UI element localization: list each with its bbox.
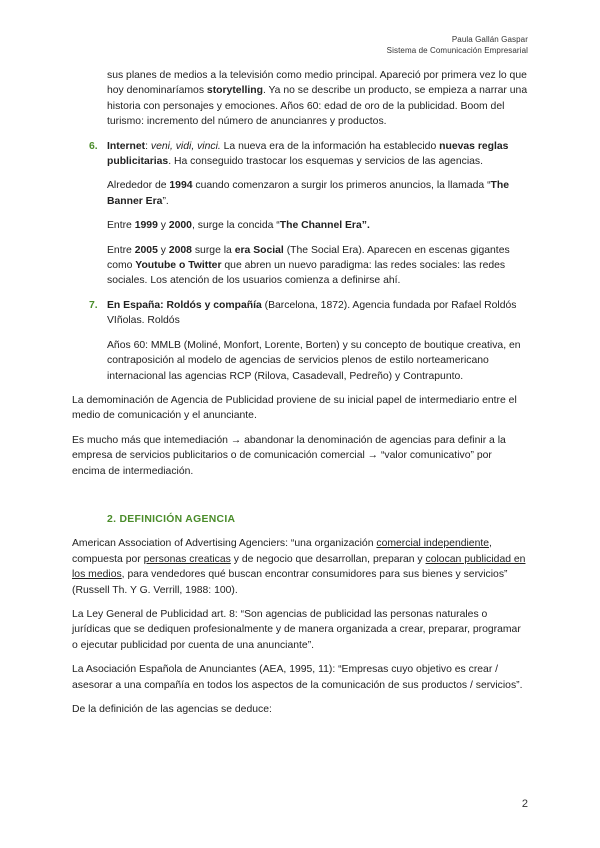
definition-aea: La Asociación Española de Anunciantes (AEA, 1995, 11): “Empresas cuyo objetivo es crear / asesorar a una compañía en todos los aspectos de la comunicación de sus productos / servicios”. [72,664,523,691]
paragraph-block1: sus planes de medios a la televisión como medio principal. Apareció por primera vez lo que hoy denominaríamos storytelling. Ya no se describe un producto, se empieza a narrar una historia con personajes y emociones. Años 60: edad de oro de la publicidad. Boom del turismo: incremento del número de anuncianres y productos. [107,70,528,128]
definition-deduce: De la definición de las agencias se deduce: [72,704,272,715]
page-header [387,34,528,56]
page-number: 2 [521,798,528,810]
item7-detail: Años 60: MMLB (Moliné, Monfort, Lorente, Borten) y su concepto de boutique creativa, en contraposición al modelo de agencias de servicios plenos de estilo norteamericano internacional las agencias RCP (Rilova, Casadevall, Pedreño) y Contrapunto. [107,339,521,382]
page-body [72,68,528,717]
definition-aaaa: American Association of Advertising Agenciers: “una organización comercial independiente, compuesta por personas creaticas y de negocio que desarrollan, preparan y colocan publicidad en los medios, para vendedores qué buscan encontrar consumidores para sus bienes y servicios” (Russell Th. Y G. Verrill, 1988: 100). [72,538,526,596]
item6-banner-era: Alrededor de 1994 cuando comenzaron a surgir los primeros anuncios, la llamada “The Banner Era”. [107,180,510,207]
paragraph-intermediacion: Es mucho más que intemediación → abandonar la denominación de agencias para definir a la empresa de servicios publicitarios o de comunicación comercial → “valor comunicativo” por encima de intermediación. [72,434,506,477]
list-number: 6. [89,140,98,152]
header-author: Paula Gallán Gaspar [451,35,528,44]
header-subject: Sistema de Comunicación Empresarial [386,46,528,55]
paragraph-denominacion: La demominación de Agencia de Publicidad proviene de su inicial papel de intermediario entre el medio de comunicación y el anunciante. [72,394,517,422]
list-item-6 [89,139,528,289]
item6-main: Internet: veni, vidi, vinci. La nueva era de la información ha establecido nuevas reglas publicitarias. Ha conseguido trastocar los esquemas y servicios de las agencias. [107,140,509,168]
item6-social-era: Entre 2005 y 2008 surge la era Social (The Social Era). Aparecen en escenas gigantes como Youtube o Twitter que abren un nuevo paradigma: las redes sociales: las redes sociales. Los atención de los usuarios comienza a definirse ahí. [107,244,510,287]
section-heading: 2. DEFINICIÓN AGENCIA [107,513,236,525]
list-item-7 [89,298,528,384]
definition-ley-general: La Ley General de Publicidad art. 8: “Son agencias de publicidad las personas naturales o jurídicas que se dediquen profesionalmente y de manera organizada a crear, preparar, programar o ejecutar publicidad por cuenta de una anunciante”. [72,608,521,651]
item6-channel-era: Entre 1999 y 2000, surge la concida “The Channel Era”. [107,220,370,232]
list-number: 7. [89,299,98,311]
item7-main: En España: Roldós y compañía (Barcelona, 1872). Agencia fundada por Rafael Roldós VIñolas. Roldós [107,299,517,327]
